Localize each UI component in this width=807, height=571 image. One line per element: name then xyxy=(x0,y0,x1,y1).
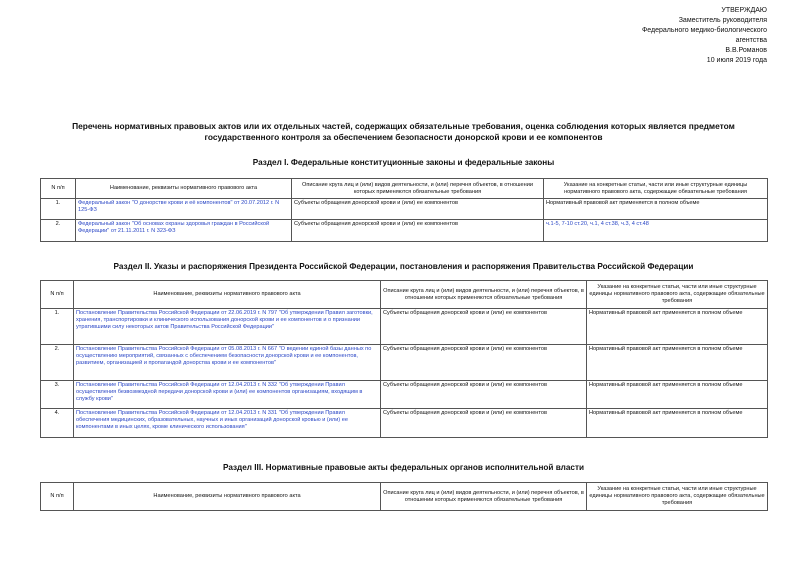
section-title: Раздел I. Федеральные конституционные законы и федеральные законы xyxy=(252,158,555,167)
row-scope: Субъекты обращения донорской крови и (или) ее компонентов xyxy=(292,199,544,220)
section-2-table xyxy=(40,280,768,438)
approval-block xyxy=(567,6,767,66)
col-name-header: Наименование, реквизиты нормативного правового акта xyxy=(74,281,381,309)
col-articles-header: Указание на конкретные статьи, части или иные структурные единицы нормативного правового акта, содержащие обязательные требования xyxy=(587,281,768,309)
row-num: 4. xyxy=(41,409,74,438)
col-articles-header: Указание на конкретные статьи, части или иные структурные единицы нормативного правового акта, содержащие обязательные требования xyxy=(544,179,768,199)
table-row xyxy=(41,381,768,409)
col-num-header: N п/п xyxy=(41,281,74,309)
col-name-header: Наименование, реквизиты нормативного правового акта xyxy=(76,179,292,199)
row-num: 3. xyxy=(41,381,74,409)
row-scope: Субъекты обращения донорской крови и (или) ее компонентов xyxy=(292,220,544,242)
col-num-header: N п/п xyxy=(41,483,74,511)
row-articles: Нормативный правовой акт применяется в полном объеме xyxy=(587,345,768,381)
table-header-row xyxy=(41,179,768,199)
table-row xyxy=(41,345,768,381)
act-link[interactable]: Постановление Правительства Российской Федерации от 05.08.2013 г. N 667 "О ведении единой базы данных по осуществлению мероприятий, связанных с обеспечением безопасности донорской крови и ее компонентов, развитием, организацией и пропагандой донорства крови и ее компонентов" xyxy=(74,345,381,381)
approval-line: Федерального медико-биологического xyxy=(641,27,767,34)
act-link[interactable]: Постановление Правительства Российской Федерации от 22.06.2019 г. N 797 "Об утверждении Правил заготовки, хранения, транспортировки и клинического использования донорской крови и ее компонентов и о признании утратившими силу некоторых актов Правительства Российской Федерации" xyxy=(74,309,381,345)
approval-line: Заместитель руководителя xyxy=(678,17,767,24)
document-title: Перечень нормативных правовых актов или их отдельных частей, содержащих обязательные требования, оценка соблюдения которых является предметом государственного контроля за обеспечением безопасности донорской крови и ее компонентов xyxy=(72,121,735,142)
table-header-row xyxy=(41,483,768,511)
section-title: Раздел II. Указы и распоряжения Президента Российской Федерации, постановления и распоряжения Правительства Российской Федерации xyxy=(113,262,694,271)
col-scope-header: Описание круга лиц и (или) видов деятельности, и (или) перечня объектов, в отношении которых применяются обязательные требования xyxy=(381,281,587,309)
table-header-row xyxy=(41,281,768,309)
col-scope-header: Описание круга лиц и (или) видов деятельности, и (или) перечня объектов, в отношении которых применяются обязательные требования xyxy=(381,483,587,511)
table-row xyxy=(41,220,768,242)
table-row xyxy=(41,309,768,345)
col-articles-header: Указание на конкретные статьи, части или иные структурные единицы нормативного правового акта, содержащие обязательные требования xyxy=(587,483,768,511)
section-3-table xyxy=(40,482,768,511)
act-link[interactable]: Федеральный закон "О донорстве крови и её компонентов" от 20.07.2012 г. N 125-ФЗ xyxy=(76,199,292,220)
row-num: 2. xyxy=(41,345,74,381)
col-scope-header: Описание круга лиц и (или) видов деятельности, и (или) перечня объектов, в отношении которых применяются обязательные требования xyxy=(292,179,544,199)
act-link[interactable]: Постановление Правительства Российской Федерации от 12.04.2013 г. N 332 "Об утверждении Правил осуществления безвозмездной передачи донорской крови и (или) ее компонентов организациям, входящим в службу крови" xyxy=(74,381,381,409)
row-articles: Нормативный правовой акт применяется в полном объеме xyxy=(544,199,768,220)
table-row xyxy=(41,199,768,220)
table-row xyxy=(41,409,768,438)
articles-link[interactable]: ч.1-5, 7-10 ст.20, ч.1, 4 ст.38, ч.3, 4 ст.48 xyxy=(544,220,768,242)
row-scope: Субъекты обращения донорской крови и (или) ее компонентов xyxy=(381,409,587,438)
section-title: Раздел III. Нормативные правовые акты федеральных органов исполнительной власти xyxy=(222,463,584,472)
row-articles: Нормативный правовой акт применяется в полном объеме xyxy=(587,381,768,409)
row-scope: Субъекты обращения донорской крови и (или) ее компонентов xyxy=(381,309,587,345)
approval-line: 10 июля 2019 года xyxy=(706,57,767,64)
section-1-table xyxy=(40,178,768,242)
row-num: 2. xyxy=(41,220,76,242)
row-scope: Субъекты обращения донорской крови и (или) ее компонентов xyxy=(381,381,587,409)
act-link[interactable]: Федеральный закон "Об основах охраны здоровья граждан в Российской Федерации" от 21.11.2011 г. N 323-ФЗ xyxy=(76,220,292,242)
row-articles: Нормативный правовой акт применяется в полном объеме xyxy=(587,309,768,345)
row-num: 1. xyxy=(41,309,74,345)
approval-line: В.В.Романов xyxy=(725,47,767,54)
col-num-header: N п/п xyxy=(41,179,76,199)
row-num: 1. xyxy=(41,199,76,220)
act-link[interactable]: Постановление Правительства Российской Федерации от 12.04.2013 г. N 331 "Об утверждении Правил обеспечения медицинских, образовательных, научных и иных организаций донорской кровью и (или) ее компонентами в иных целях, кроме клинического использования" xyxy=(74,409,381,438)
approval-line: агентства xyxy=(735,37,767,44)
row-scope: Субъекты обращения донорской крови и (или) ее компонентов xyxy=(381,345,587,381)
approval-line: УТВЕРЖДАЮ xyxy=(721,7,767,14)
row-articles: Нормативный правовой акт применяется в полном объеме xyxy=(587,409,768,438)
col-name-header: Наименование, реквизиты нормативного правового акта xyxy=(74,483,381,511)
